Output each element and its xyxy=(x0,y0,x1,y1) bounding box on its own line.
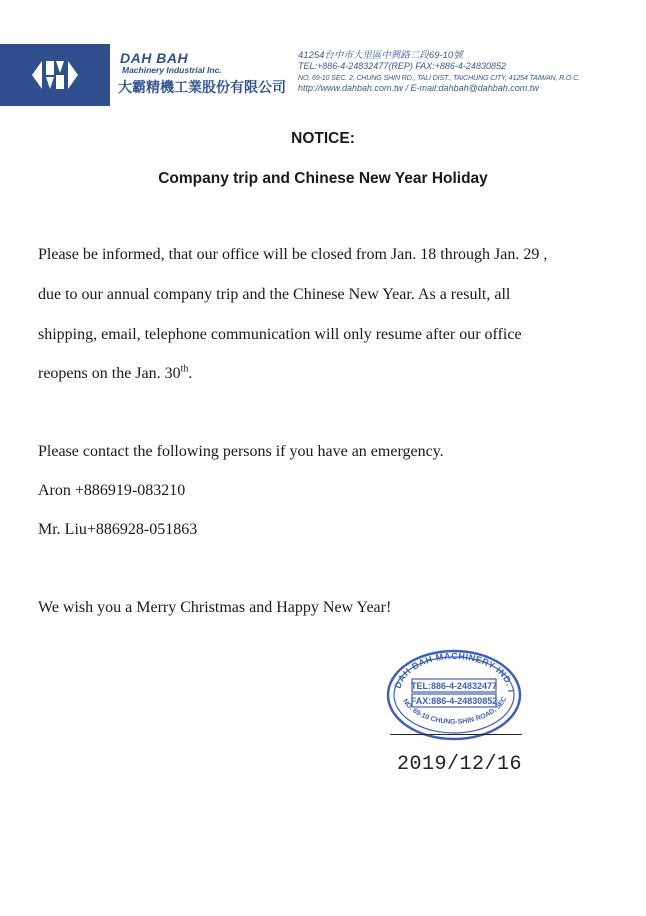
brand-name xyxy=(114,50,284,102)
contact-info xyxy=(298,50,638,94)
closing-wishes: We wish you a Merry Christmas and Happy New Year! xyxy=(38,599,392,616)
tel-fax: TEL:+886-4-24832477(REP) FAX:+886-4-24830852 xyxy=(298,61,506,71)
body-line-2: due to our annual company trip and the Chinese New Year. As a result, all xyxy=(38,286,511,303)
signature-line xyxy=(390,734,522,735)
company-name-cn: 大霸精機工業股份有限公司 xyxy=(118,80,286,96)
emergency-contact-2: Mr. Liu+886928-051863 xyxy=(38,521,198,538)
company-seal-icon xyxy=(382,647,522,743)
dah-bah-logo-icon xyxy=(30,57,80,93)
body-line-4-text: reopens on the Jan. 30 xyxy=(38,365,181,382)
contact-intro: Please contact the following persons if you have an emergency. xyxy=(38,443,444,460)
notice-date: 2019/12/16 xyxy=(397,753,523,776)
body-line-3: shipping, email, telephone communication will only resume after our office xyxy=(38,326,522,343)
letterhead xyxy=(0,44,646,106)
svg-text:TEL:886-4-24832477: TEL:886-4-24832477 xyxy=(410,681,498,691)
address-en: NO. 69-10 SEC. 2, CHUNG SHIN RD., TALI DIST., TAICHUNG CITY, 41254 TAIWAN, R.O.C. xyxy=(298,73,580,82)
body-line-4-end: . xyxy=(188,365,193,382)
svg-text:FAX:886-4-24830852: FAX:886-4-24830852 xyxy=(410,696,498,706)
notice-subject: Company trip and Chinese New Year Holiday xyxy=(158,170,488,187)
ordinal-suffix: th xyxy=(180,363,189,375)
company-logo xyxy=(0,44,110,106)
company-subtitle: Machinery Industrial Inc. xyxy=(122,65,222,75)
svg-text:NO. 69-10 CHUNG-SHIN ROAD, SEC: NO. 69-10 CHUNG-SHIN ROAD, SEC xyxy=(401,695,509,726)
web-email: http://www.dahbah.com.tw / E-mail:dahbah@dahbah.com.tw xyxy=(298,83,539,93)
emergency-contact-1: Aron +886919-083210 xyxy=(38,482,186,499)
body-line-4 xyxy=(38,365,192,383)
company-name-en: DAH BAH xyxy=(120,50,189,66)
company-stamp xyxy=(382,647,522,743)
svg-text:DAH BAH MACHINERY IND. INC.: DAH BAH MACHINERY IND. I xyxy=(392,650,517,694)
address-cn: 41254台中市大里區中興路二段69-10號 xyxy=(298,50,463,61)
body-line-1: Please be informed, that our office will be closed from Jan. 18 through Jan. 29 , xyxy=(38,246,548,263)
notice-title: NOTICE: xyxy=(291,130,355,147)
